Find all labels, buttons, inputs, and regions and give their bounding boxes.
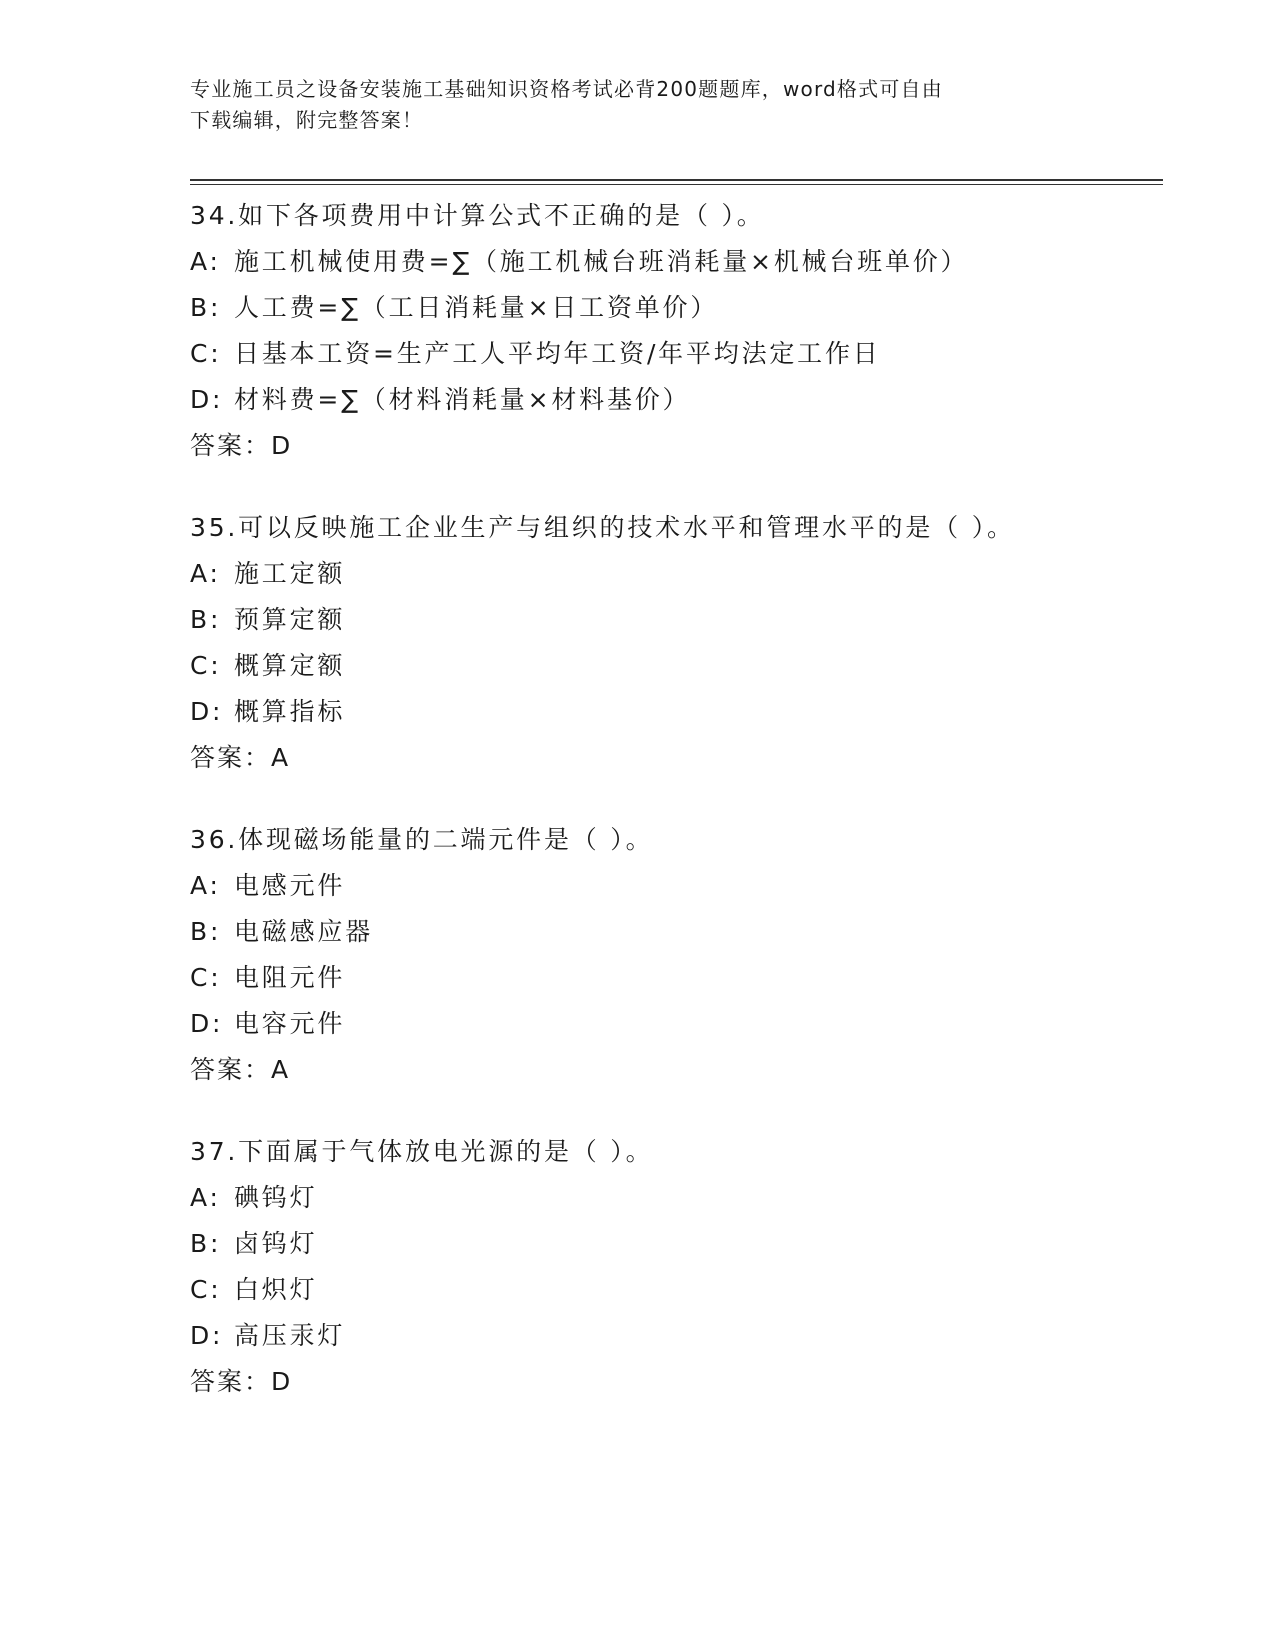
header-divider xyxy=(190,179,1163,185)
header-line-1: 专业施工员之设备安装施工基础知识资格考试必背200题题库，word格式可自由 xyxy=(190,77,943,101)
question-stem: 34.如下各项费用中计算公式不正确的是（ ）。 xyxy=(190,201,765,230)
question-37 xyxy=(190,1129,1170,1405)
option-letter: B: xyxy=(190,605,222,634)
option-text: 施工机械使用费=∑（施工机械台班消耗量×机械台班单价） xyxy=(234,247,969,276)
question-35 xyxy=(190,505,1170,781)
option-a xyxy=(190,239,1170,285)
option-letter: B: xyxy=(190,293,222,322)
header-line-2: 下载编辑，附完整答案！ xyxy=(190,108,424,132)
option-letter: C: xyxy=(190,339,222,368)
option-letter: D: xyxy=(190,697,224,726)
option-letter: A: xyxy=(190,247,221,276)
option-d xyxy=(190,689,1170,735)
option-text: 概算指标 xyxy=(234,697,346,726)
option-c xyxy=(190,955,1170,1001)
option-text: 施工定额 xyxy=(234,559,346,588)
option-text: 电容元件 xyxy=(234,1009,346,1038)
option-text: 材料费=∑（材料消耗量×材料基价） xyxy=(234,385,691,414)
option-letter: C: xyxy=(190,651,222,680)
option-text: 电感元件 xyxy=(234,871,346,900)
option-letter: B: xyxy=(190,1229,222,1258)
option-c xyxy=(190,331,1170,377)
option-text: 碘钨灯 xyxy=(234,1183,318,1212)
question-34 xyxy=(190,193,1170,469)
answer-line: 答案：D xyxy=(190,1367,293,1396)
option-b xyxy=(190,909,1170,955)
option-letter: A: xyxy=(190,559,221,588)
answer-line: 答案：D xyxy=(190,431,293,460)
option-a xyxy=(190,1175,1170,1221)
option-letter: A: xyxy=(190,871,221,900)
option-letter: C: xyxy=(190,1275,222,1304)
option-letter: B: xyxy=(190,917,222,946)
option-c xyxy=(190,1267,1170,1313)
option-text: 电阻元件 xyxy=(234,963,346,992)
option-letter: D: xyxy=(190,1009,224,1038)
question-stem: 35.可以反映施工企业生产与组织的技术水平和管理水平的是（ ）。 xyxy=(190,513,1015,542)
option-text: 卤钨灯 xyxy=(234,1229,318,1258)
option-c xyxy=(190,643,1170,689)
document-header xyxy=(190,74,1090,136)
option-text: 电磁感应器 xyxy=(234,917,374,946)
question-list xyxy=(190,193,1170,1441)
option-text: 概算定额 xyxy=(234,651,346,680)
question-stem: 37.下面属于气体放电光源的是（ ）。 xyxy=(190,1137,654,1166)
option-text: 预算定额 xyxy=(234,605,346,634)
option-a xyxy=(190,863,1170,909)
option-letter: D: xyxy=(190,1321,224,1350)
question-36 xyxy=(190,817,1170,1093)
answer-line: 答案：A xyxy=(190,743,291,772)
option-d xyxy=(190,377,1170,423)
option-letter: A: xyxy=(190,1183,221,1212)
option-d xyxy=(190,1001,1170,1047)
option-text: 高压汞灯 xyxy=(234,1321,346,1350)
option-a xyxy=(190,551,1170,597)
option-text: 日基本工资=生产工人平均年工资/年平均法定工作日 xyxy=(234,339,881,368)
option-letter: D: xyxy=(190,385,224,414)
option-text: 人工费=∑（工日消耗量×日工资单价） xyxy=(234,293,719,322)
option-b xyxy=(190,285,1170,331)
option-d xyxy=(190,1313,1170,1359)
option-b xyxy=(190,1221,1170,1267)
question-stem: 36.体现磁场能量的二端元件是（ ）。 xyxy=(190,825,654,854)
option-b xyxy=(190,597,1170,643)
option-letter: C: xyxy=(190,963,222,992)
option-text: 白炽灯 xyxy=(234,1275,318,1304)
answer-line: 答案：A xyxy=(190,1055,291,1084)
